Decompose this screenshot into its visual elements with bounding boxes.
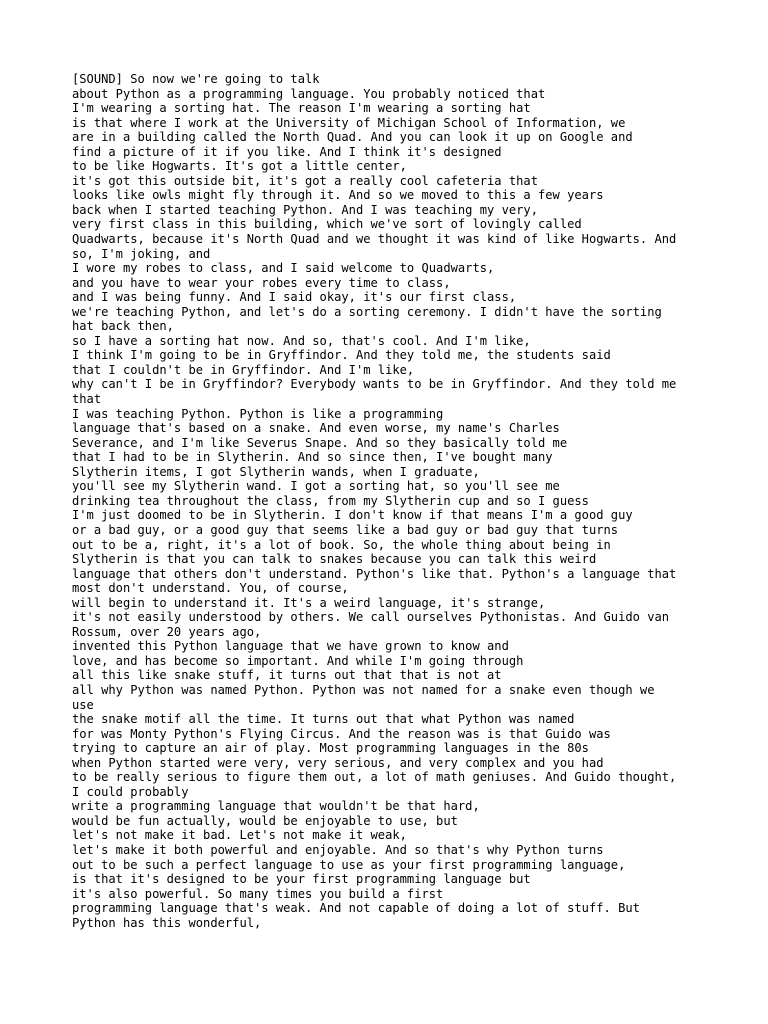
transcript-line: why can't I be in Gryffindor? Everybody wants to be in Gryffindor. And they told me [72, 377, 677, 392]
transcript-line: that I couldn't be in Gryffindor. And I'm like, [72, 362, 415, 377]
transcript-line: so I have a sorting hat now. And so, that's cool. And I'm like, [72, 333, 531, 348]
transcript-line: that I had to be in Slytherin. And so since then, I've bought many [72, 450, 553, 465]
transcript-line: I wore my robes to class, and I said welcome to Quadwarts, [72, 261, 495, 276]
transcript-line: are in a building called the North Quad. And you can look it up on Google and [72, 130, 633, 145]
transcript-line: to be really serious to figure them out, a lot of math geniuses. And Guido thought, [72, 770, 677, 785]
transcript-line: all this like snake stuff, it turns out that that is not at [72, 668, 502, 683]
transcript-line: very first class in this building, which we've sort of lovingly called [72, 217, 582, 232]
transcript-line: use [72, 697, 94, 712]
transcript-line: and I was being funny. And I said okay, it's our first class, [72, 290, 517, 305]
transcript-line: Quadwarts, because it's North Quad and we thought it was kind of like Hogwarts. And [72, 232, 677, 247]
transcript-line: we're teaching Python, and let's do a sorting ceremony. I didn't have the sorting [72, 304, 662, 319]
transcript-line: [SOUND] So now we're going to talk [72, 72, 320, 86]
transcript-line: find a picture of it if you like. And I think it's designed [72, 144, 502, 159]
transcript-line: language that's based on a snake. And even worse, my name's Charles [72, 421, 560, 436]
transcript-line: programming language that's weak. And not capable of doing a lot of stuff. But [72, 901, 640, 916]
transcript-line: or a bad guy, or a good guy that seems like a bad guy or bad guy that turns [72, 522, 619, 537]
transcript-page [72, 72, 712, 930]
transcript-line: it's got this outside bit, it's got a really cool cafeteria that [72, 173, 538, 188]
transcript-line: let's not make it bad. Let's not make it weak, [72, 828, 407, 843]
transcript-line: love, and has become so important. And while I'm going through [72, 653, 524, 668]
transcript-line: out to be a, right, it's a lot of book. So, the whole thing about being in [72, 537, 611, 552]
transcript-line: most don't understand. You, of course, [72, 581, 349, 596]
transcript-line: Slytherin is that you can talk to snakes because you can talk this weird [72, 552, 597, 567]
transcript-line: hat back then, [72, 319, 174, 334]
transcript-line: invented this Python language that we have grown to know and [72, 639, 509, 654]
transcript-line: I could probably [72, 784, 189, 799]
transcript-line: all why Python was named Python. Python was not named for a snake even though we [72, 682, 655, 697]
transcript-line: looks like owls might fly through it. And so we moved to this a few years [72, 188, 604, 203]
transcript-line: Severance, and I'm like Severus Snape. And so they basically told me [72, 435, 568, 450]
transcript-line: it's also powerful. So many times you build a first [72, 886, 444, 901]
transcript-line: Slytherin items, I got Slytherin wands, when I graduate, [72, 464, 480, 479]
transcript-line: out to be such a perfect language to use as your first programming language, [72, 857, 626, 872]
transcript-line: that [72, 392, 102, 407]
transcript-line: drinking tea throughout the class, from my Slytherin cup and so I guess [72, 493, 589, 508]
transcript-line: would be fun actually, would be enjoyable to use, but [72, 813, 458, 828]
transcript-line: is that where I work at the University of Michigan School of Information, we [72, 115, 626, 130]
transcript-line: I'm just doomed to be in Slytherin. I don't know if that means I'm a good guy [72, 508, 633, 523]
transcript-line: the snake motif all the time. It turns out that what Python was named [72, 712, 575, 727]
transcript-line: trying to capture an air of play. Most programming languages in the 80s [72, 741, 589, 756]
transcript-line: for was Monty Python's Flying Circus. And the reason was is that Guido was [72, 726, 611, 741]
transcript-line: back when I started teaching Python. And I was teaching my very, [72, 202, 538, 217]
transcript-line: it's not easily understood by others. We call ourselves Pythonistas. And Guido van [72, 610, 670, 625]
transcript-line: is that it's designed to be your first programming language but [72, 872, 531, 887]
transcript-line: I was teaching Python. Python is like a programming [72, 406, 444, 421]
transcript-line: Python has this wonderful, [72, 915, 262, 930]
transcript-line: and you have to wear your robes every time to class, [72, 275, 451, 290]
transcript-line: I think I'm going to be in Gryffindor. And they told me, the students said [72, 348, 611, 363]
transcript-line: you'll see my Slytherin wand. I got a sorting hat, so you'll see me [72, 479, 560, 494]
transcript-line: will begin to understand it. It's a weird language, it's strange, [72, 595, 546, 610]
transcript-line: so, I'm joking, and [72, 246, 211, 261]
transcript-line: write a programming language that wouldn't be that hard, [72, 799, 480, 814]
transcript-line: when Python started were very, very serious, and very complex and you had [72, 755, 604, 770]
transcript-line: I'm wearing a sorting hat. The reason I'm wearing a sorting hat [72, 101, 531, 116]
transcript-line: let's make it both powerful and enjoyable. And so that's why Python turns [72, 842, 604, 857]
transcript-line: about Python as a programming language. You probably noticed that [72, 86, 546, 101]
transcript-line: language that others don't understand. Python's like that. Python's a language that [72, 566, 677, 581]
transcript-line: Rossum, over 20 years ago, [72, 624, 262, 639]
transcript-line: to be like Hogwarts. It's got a little center, [72, 159, 407, 174]
